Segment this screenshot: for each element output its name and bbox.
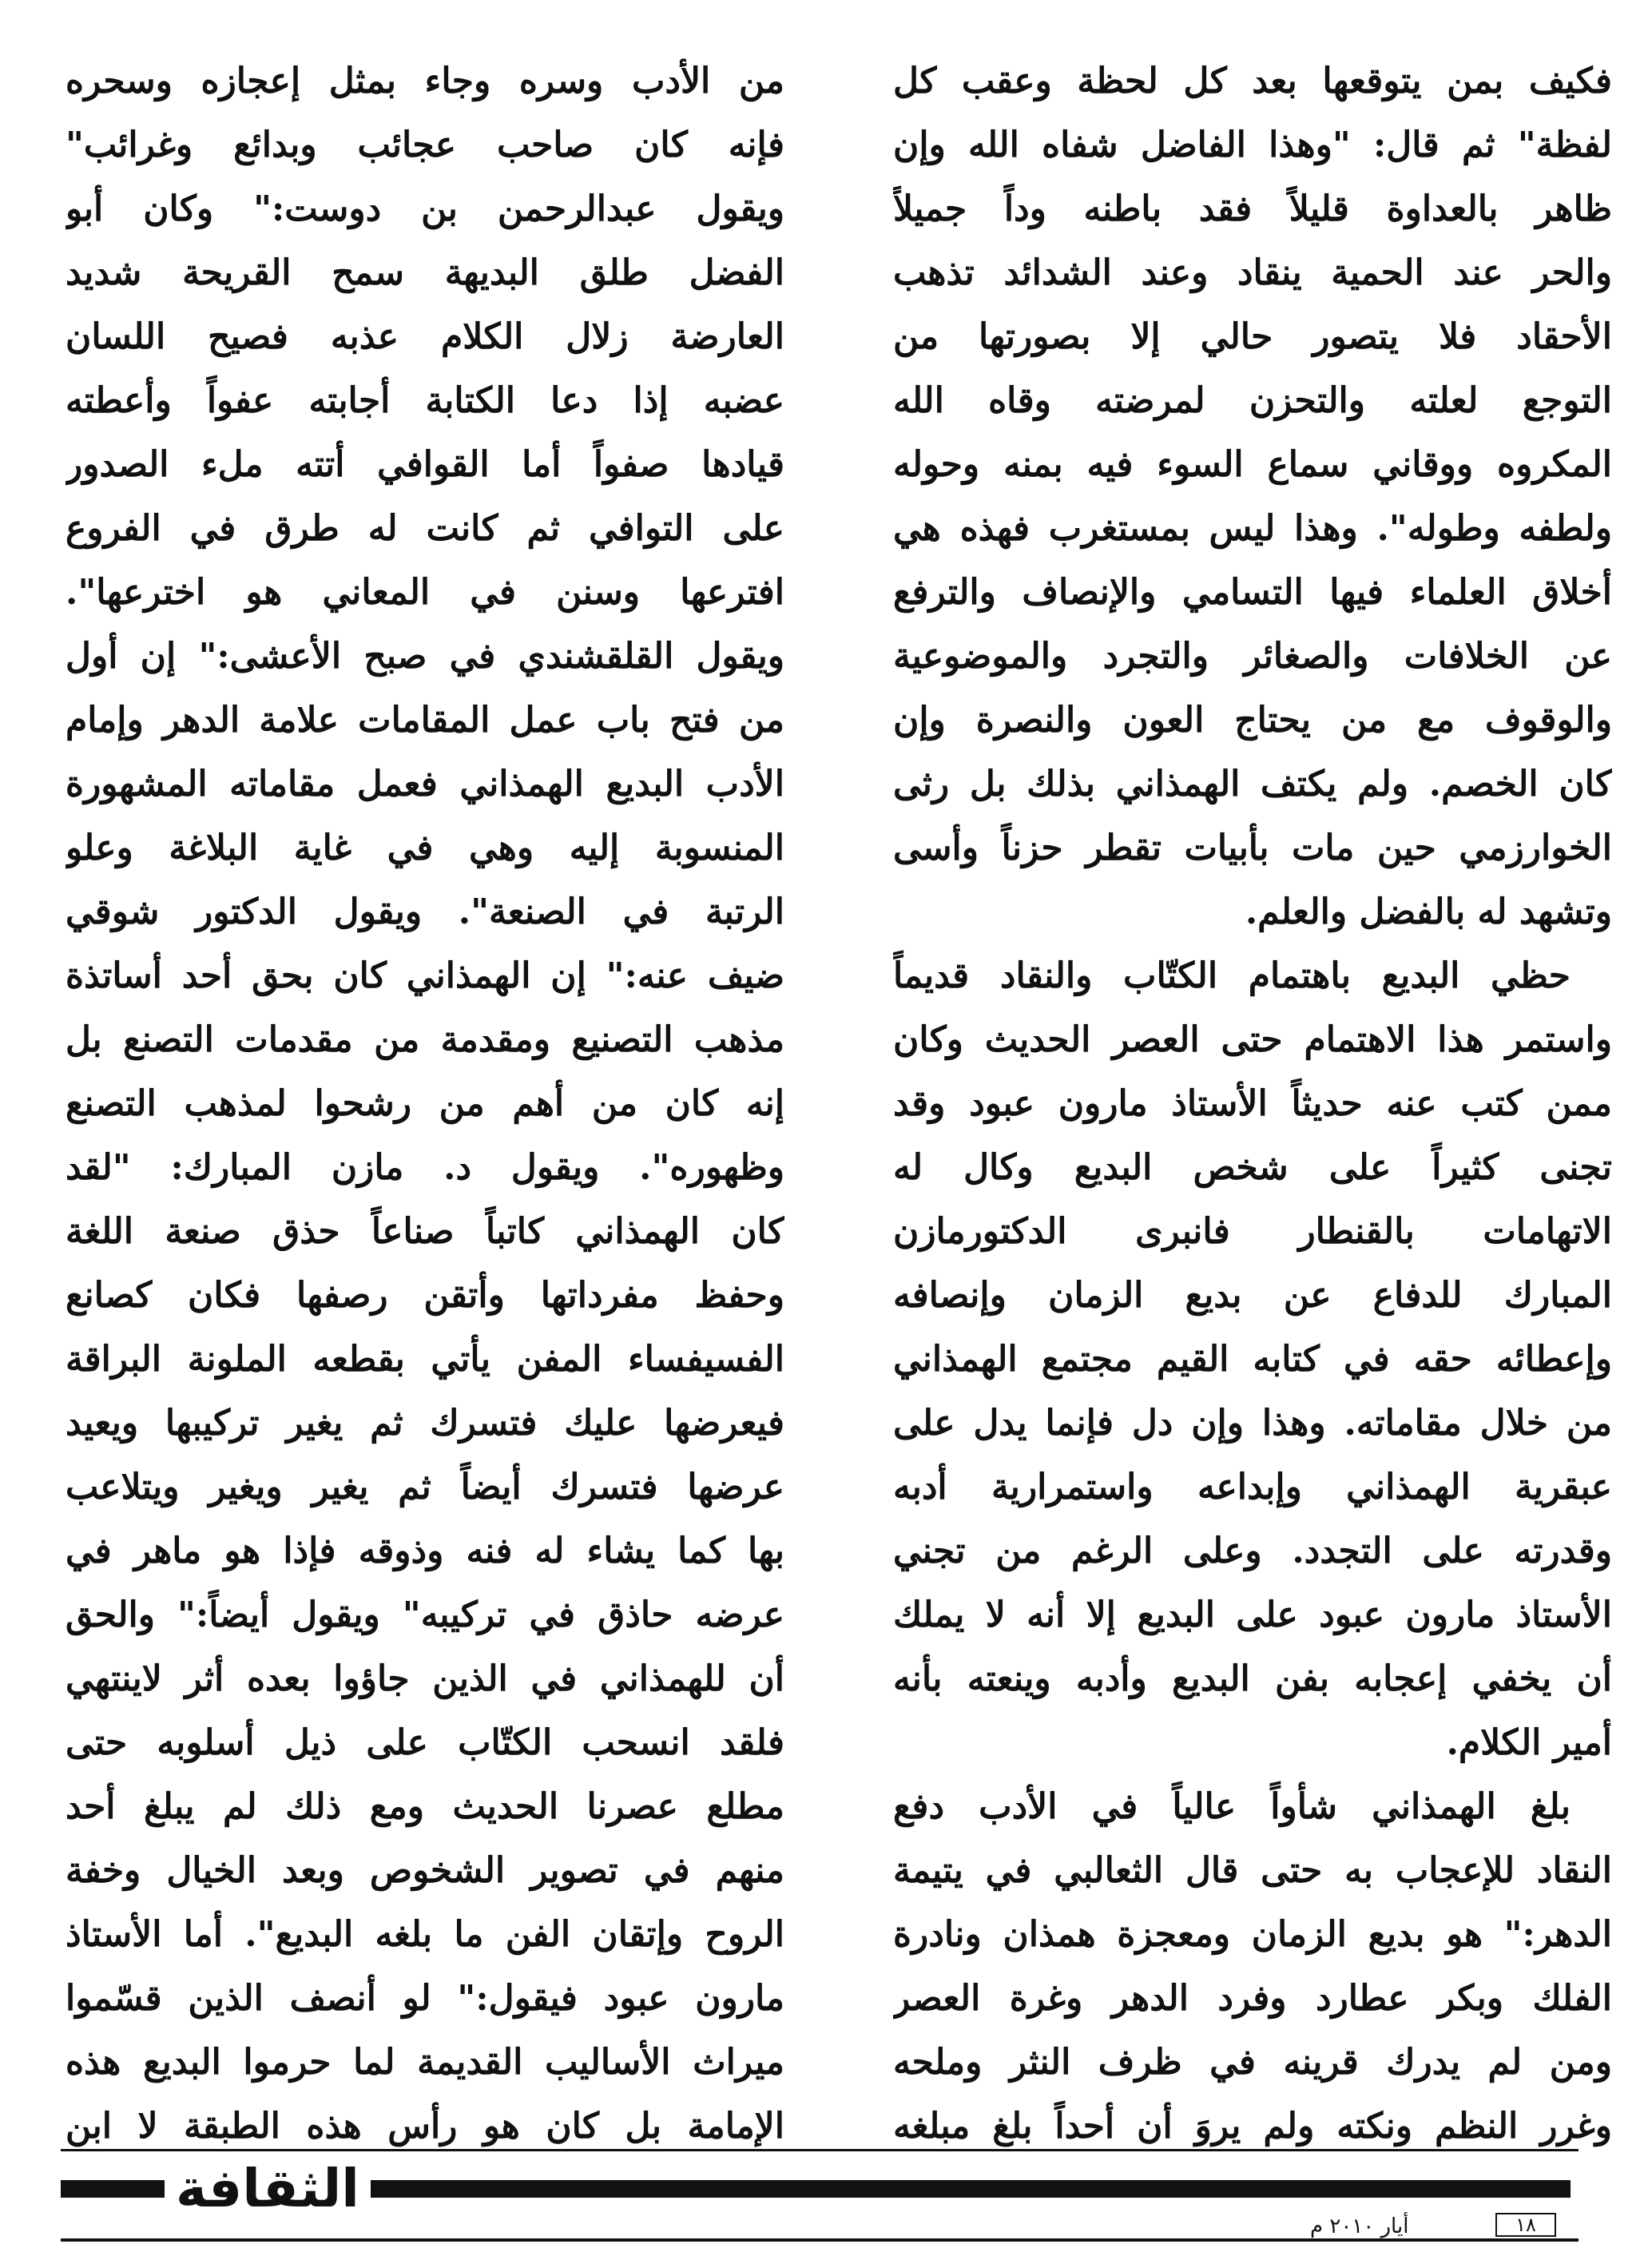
text-line: وغرر النظم ونكته ولم يروَ أن أحداً بلغ مبلغه (893, 2106, 1612, 2147)
text-line: التوجع لعلته والتحزن لمرضته وقاه الله (893, 380, 1612, 421)
text-line: عرضها فتسرك أيضاً ثم يغير ويغير ويتلاعب (66, 1467, 784, 1507)
text-line: تجنى كثيراً على شخص البديع وكال له (893, 1147, 1612, 1188)
text-line: مذهب التصنيع ومقدمة من مقدمات التصنع بل (66, 1019, 784, 1060)
text-line: المبارك للدفاع عن بديع الزمان وإنصافه (893, 1275, 1612, 1316)
paragraph-start-line: حظي البديع باهتمام الكتّاب والنقاد قديماً (893, 955, 1571, 996)
issue-date: أيار ٢٠١٠ م (1310, 2214, 1409, 2238)
page-footer (0, 2149, 1652, 2256)
text-line: واستمر هذا الاهتمام حتى العصر الحديث وكان (893, 1019, 1612, 1060)
footer-top-rule (61, 2149, 1579, 2151)
text-line: فإنه كان صاحب عجائب وبدائع وغرائب" (66, 125, 784, 165)
page-number: ١٨ (1495, 2213, 1556, 2237)
text-line: الإمامة بل كان هو رأس هذه الطبقة لا ابن (66, 2106, 784, 2147)
text-line: أن للهمذاني في الذين جاؤوا بعده أثر لاينتهي (66, 1658, 784, 1699)
footer-bottom-rule (61, 2238, 1579, 2242)
text-line: كان الخصم. ولم يكتف الهمذاني بذلك بل رثى (893, 764, 1612, 804)
text-line: أن يخفي إعجابه بفن البديع وأدبه وينعته بأنه (893, 1658, 1612, 1699)
text-line: وحفظ مفرداتها وأتقن رصفها فكان كصانع (66, 1275, 784, 1316)
decorative-bar-right (371, 2180, 1571, 2198)
text-line: الروح وإتقان الفن ما بلغه البديع". أما الأستاذ (66, 1914, 784, 1955)
text-line: منهم في تصوير الشخوص وبعد الخيال وخفة (66, 1850, 784, 1891)
text-line: أخلاق العلماء فيها التسامي والإنصاف والترفع (893, 572, 1612, 613)
paragraph-end-line: أمير الكلام. (1446, 1722, 1612, 1763)
text-line: الخوارزمي حين مات بأبيات تقطر حزناً وأسى (893, 828, 1612, 868)
text-line: الأدب البديع الهمذاني فعمل مقاماته المشهورة (66, 764, 784, 804)
text-line: من فتح باب عمل المقامات علامة الدهر وإمام (66, 700, 784, 741)
text-line: الأستاذ مارون عبود على البديع إلا أنه لا يملك (893, 1595, 1612, 1635)
text-line: الرتبة في الصنعة". ويقول الدكتور شوقي (66, 892, 784, 932)
decorative-bar-left (61, 2180, 165, 2198)
text-line: من خلال مقاماته. وهذا وإن دل فإنما يدل على (893, 1403, 1612, 1444)
text-line: افترعها وسنن في المعاني هو اخترعها". (66, 572, 784, 613)
text-line: النقاد للإعجاب به حتى قال الثعالبي في يتيمة (893, 1850, 1612, 1891)
text-line: عضبه إذا دعا الكتابة أجابته عفواً وأعطته (66, 380, 784, 421)
text-line: على التوافي ثم كانت له طرق في الفروع (66, 508, 784, 549)
text-line: المكروه ووقاني سماع السوء فيه بمنه وحوله (893, 444, 1612, 485)
text-line: فيعرضها عليك فتسرك ثم يغير تركيبها ويعيد (66, 1403, 784, 1444)
text-line: قيادها صفواً أما القوافي أتته ملء الصدور (66, 444, 784, 485)
text-line: العارضة زلال الكلام عذبه فصيح اللسان (66, 316, 784, 357)
text-line: عرضه حاذق في تركيبه" ويقول أيضاً:" والحق (66, 1595, 784, 1635)
text-line: فلقد انسحب الكتّاب على ذيل أسلوبه حتى (66, 1722, 784, 1763)
text-line: المنسوبة إليه وهي في غاية البلاغة وعلو (66, 828, 784, 868)
text-line: مطلع عصرنا الحديث ومع ذلك لم يبلغ أحد (66, 1786, 784, 1827)
text-line: إنه كان من أهم من رشحوا لمذهب التصنع (66, 1083, 784, 1124)
text-line: ويقول القلقشندي في صبح الأعشى:" إن أول (66, 636, 784, 677)
text-line: لفظة" ثم قال: "وهذا الفاضل شفاه الله وإن (893, 125, 1612, 165)
text-line: والحر عند الحمية ينقاد وعند الشدائد تذهب (893, 252, 1612, 293)
text-line: ضيف عنه:" إن الهمذاني كان بحق أحد أساتذة (66, 955, 784, 996)
text-line: كان الهمذاني كاتباً صناعاً حذق صنعة اللغة (66, 1211, 784, 1252)
text-line: الفضل طلق البديهة سمح القريحة شديد (66, 252, 784, 293)
magazine-name-bar (61, 2158, 1571, 2219)
text-line: عبقرية الهمذاني وإبداعه واستمرارية أدبه (893, 1467, 1612, 1507)
text-line: ولطفه وطوله". وهذا ليس بمستغرب فهذه هي (893, 508, 1612, 549)
text-line: الأحقاد فلا يتصور حالي إلا بصورتها من (893, 316, 1612, 357)
text-line: ظاهر بالعداوة قليلاً فقد باطنه وداً جميلاً (893, 189, 1612, 229)
article-column-right (893, 50, 1612, 2147)
text-line: ومن لم يدرك قرينه في ظرف النثر وملحه (893, 2042, 1612, 2083)
text-line: الفسيفساء المفن يأتي بقطعه الملونة البراقة (66, 1339, 784, 1380)
text-line: الفلك وبكر عطارد وفرد الدهر وغرة العصر (893, 1978, 1612, 2019)
text-line: بها كما يشاء له فنه وذوقه فإذا هو ماهر في (66, 1531, 784, 1571)
text-line: ممن كتب عنه حديثاً الأستاذ مارون عبود وقد (893, 1083, 1612, 1124)
text-line: وقدرته على التجدد. وعلى الرغم من تجني (893, 1531, 1612, 1571)
text-line: فكيف بمن يتوقعها بعد كل لحظة وعقب كل (893, 61, 1612, 101)
text-line: مارون عبود فيقول:" لو أنصف الذين قسّموا (66, 1978, 784, 2019)
text-line: ميراث الأساليب القديمة لما حرموا البديع هذه (66, 2042, 784, 2083)
paragraph-end-line: وتشهد له بالفضل والعلم. (1245, 892, 1612, 932)
article-column-left (66, 50, 784, 2147)
text-line: وإعطائه حقه في كتابه القيم مجتمع الهمذاني (893, 1339, 1612, 1380)
text-line: ويقول عبدالرحمن بن دوست:" وكان أبو (66, 189, 784, 229)
text-line: الاتهامات بالقنطار فانبرى الدكتورمازن (893, 1211, 1612, 1252)
text-line: والوقوف مع من يحتاج العون والنصرة وإن (893, 700, 1612, 741)
paragraph-start-line: بلغ الهمذاني شأواً عالياً في الأدب دفع (893, 1786, 1571, 1827)
text-line: الدهر:" هو بديع الزمان ومعجزة همذان ونادرة (893, 1914, 1612, 1955)
magazine-title: الثقافة (176, 2158, 359, 2219)
text-line: عن الخلافات والصغائر والتجرد والموضوعية (893, 636, 1612, 677)
text-line: من الأدب وسره وجاء بمثل إعجازه وسحره (66, 61, 784, 101)
text-line: وظهوره". ويقول د. مازن المبارك: "لقد (66, 1147, 784, 1188)
